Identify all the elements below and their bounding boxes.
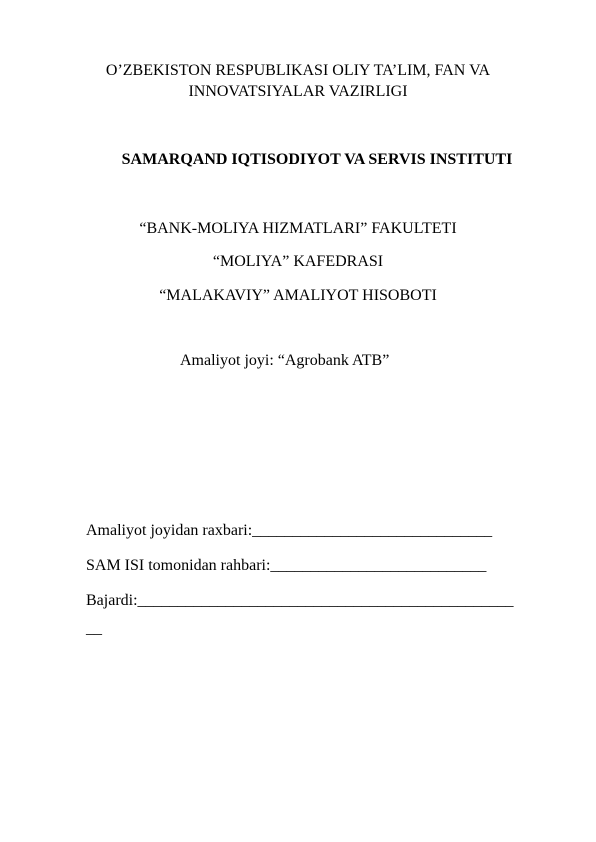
institute-name: SAMARQAND IQTISODIYOT VA SERVIS INSTITUTI xyxy=(121,151,513,168)
site-supervisor-line: Amaliyot joyidan raxbari:______________________________ xyxy=(86,522,493,539)
ministry-line-2: INNOVATSIYALAR VAZIRLIGI xyxy=(188,83,408,100)
institute-supervisor-line: SAM ISI tomonidan rahbari:___________________________ xyxy=(86,557,487,574)
department-name: “MOLIYA” KAFEDRASI xyxy=(212,253,384,270)
practice-place: Amaliyot joyi: “Agrobank ATB” xyxy=(180,352,390,369)
faculty-name: “BANK-MOLIYA HIZMATLARI” FAKULTETI xyxy=(139,220,457,237)
report-title: “MALAKAVIY” AMALIYOT HISOBOTI xyxy=(159,287,437,304)
ministry-line-1: O’ZBEKISTON RESPUBLIKASI OLIY TA’LIM, FAN VA xyxy=(105,62,491,79)
performer-line-continuation: __ xyxy=(86,620,102,637)
performer-line: Bajardi:_______________________________________________ xyxy=(86,592,514,609)
